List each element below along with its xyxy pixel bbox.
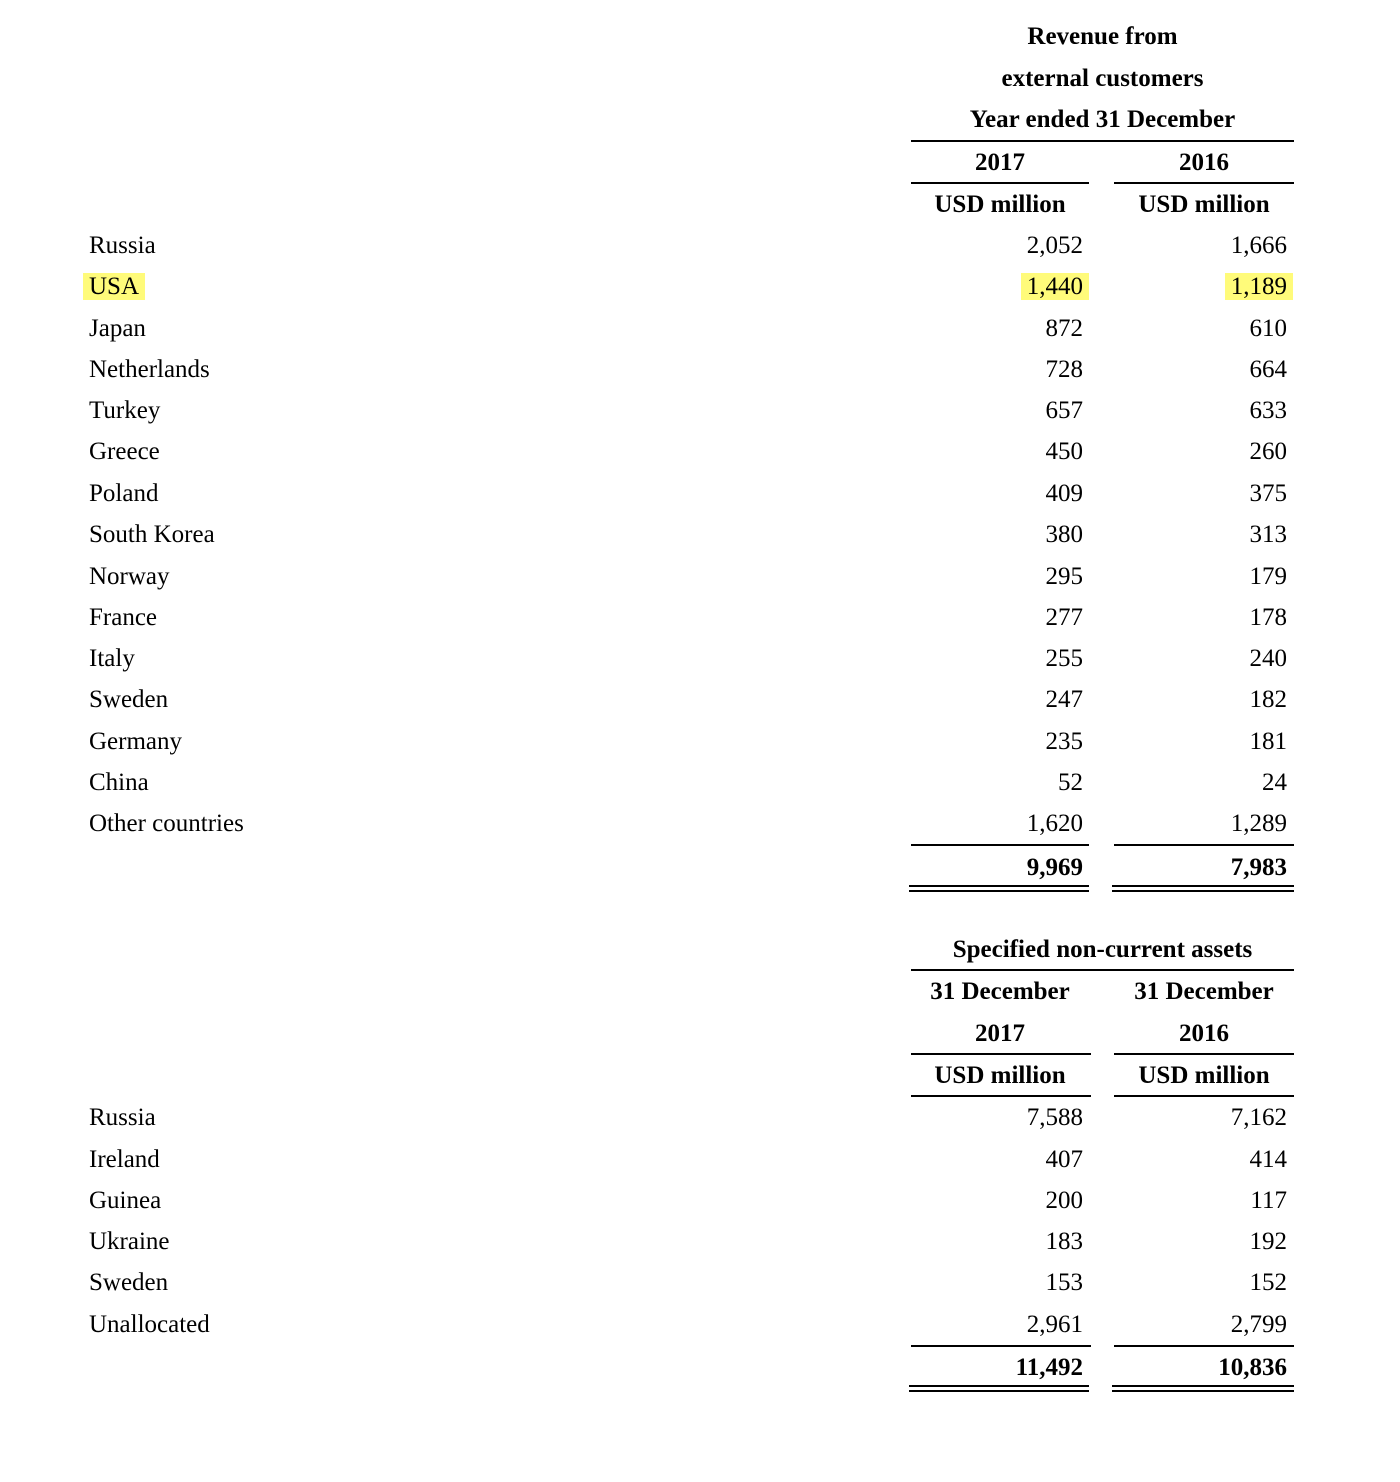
assets-row-2017: 7,588 — [1026, 1104, 1083, 1131]
revenue-row-label: Russia — [89, 232, 156, 259]
revenue-row-2016: 1,666 — [1230, 232, 1287, 259]
assets-row-2016: 2,799 — [1230, 1311, 1287, 1338]
revenue-row-2017: 1,620 — [1026, 810, 1083, 837]
revenue-row-2017: 277 — [1045, 604, 1083, 631]
revenue-subtotal-rule-2016 — [1114, 844, 1294, 846]
assets-row-2017: 2,961 — [1026, 1311, 1083, 1338]
revenue-row-2017: 872 — [1045, 315, 1083, 342]
revenue-header-line3: Year ended 31 December — [969, 106, 1236, 133]
assets-header-title: Specified non-current assets — [952, 936, 1253, 963]
assets-year-2017: 2017 — [975, 1020, 1025, 1047]
revenue-row-label: South Korea — [89, 521, 215, 548]
revenue-total-2016: 7,983 — [1230, 854, 1287, 881]
revenue-row-2016: 664 — [1249, 356, 1287, 383]
revenue-row-label: Turkey — [89, 397, 161, 424]
assets-row-label: Guinea — [89, 1187, 162, 1214]
revenue-row-2016: 24 — [1262, 769, 1287, 796]
assets-total-2017: 11,492 — [1015, 1354, 1083, 1381]
revenue-row-label: Japan — [89, 315, 146, 342]
assets-total-double-rule-2017 — [909, 1385, 1089, 1392]
assets-unit-2016: USD million — [1138, 1062, 1270, 1089]
assets-row-2017: 183 — [1045, 1228, 1083, 1255]
revenue-row-2017: 235 — [1045, 728, 1083, 755]
revenue-row-2016: 240 — [1249, 645, 1287, 672]
assets-date-2016: 31 December — [1134, 978, 1274, 1005]
assets-row-label: Russia — [89, 1104, 156, 1131]
revenue-row-label: Other countries — [89, 810, 244, 837]
revenue-row-2017: 52 — [1058, 769, 1083, 796]
revenue-subtotal-rule-2017 — [911, 844, 1089, 846]
revenue-total-double-rule-2016 — [1112, 885, 1294, 892]
revenue-row-2016: 179 — [1249, 563, 1287, 590]
revenue-row-2016: 178 — [1249, 604, 1287, 631]
revenue-row-2017: 247 — [1045, 686, 1083, 713]
revenue-row-2017: 450 — [1045, 438, 1083, 465]
revenue-row-label: Greece — [89, 438, 160, 465]
assets-row-2016: 7,162 — [1230, 1104, 1287, 1131]
revenue-year-2017: 2017 — [975, 149, 1025, 176]
revenue-year-2016: 2016 — [1179, 149, 1229, 176]
revenue-row-2017-highlighted: 1,440 — [911, 266, 1089, 308]
assets-year-2016: 2016 — [1179, 1020, 1229, 1047]
assets-row-2016: 117 — [1250, 1187, 1287, 1214]
assets-row-2017: 200 — [1045, 1187, 1083, 1214]
assets-row-2016: 414 — [1249, 1146, 1287, 1173]
assets-row-label: Ukraine — [89, 1228, 170, 1255]
revenue-row-2016-highlighted: 1,189 — [1115, 266, 1293, 308]
revenue-row-label-highlighted: USA — [83, 266, 145, 308]
assets-row-label: Unallocated — [89, 1311, 210, 1338]
revenue-row-2016: 375 — [1249, 480, 1287, 507]
assets-total-2016: 10,836 — [1218, 1354, 1287, 1381]
assets-row-2016: 152 — [1249, 1269, 1287, 1296]
assets-row-2016: 192 — [1249, 1228, 1287, 1255]
revenue-row-label: Sweden — [89, 686, 169, 713]
revenue-row-2016: 610 — [1249, 315, 1287, 342]
revenue-total-2017: 9,969 — [1026, 854, 1083, 881]
revenue-header-line1: Revenue from — [1027, 23, 1178, 50]
revenue-row-label: Netherlands — [89, 356, 210, 383]
revenue-row-2017: 409 — [1045, 480, 1083, 507]
revenue-row-2017: 295 — [1045, 563, 1083, 590]
revenue-row-2017: 255 — [1045, 645, 1083, 672]
revenue-total-double-rule-2017 — [909, 885, 1089, 892]
assets-total-double-rule-2016 — [1112, 1385, 1294, 1392]
revenue-row-label: China — [89, 769, 149, 796]
revenue-row-label: France — [89, 604, 158, 631]
revenue-row-2016: 633 — [1249, 397, 1287, 424]
assets-row-2017: 407 — [1045, 1146, 1083, 1173]
revenue-row-2016: 260 — [1249, 438, 1287, 465]
revenue-row-2017: 728 — [1045, 356, 1083, 383]
revenue-unit-2017: USD million — [934, 191, 1066, 218]
revenue-row-2017: 657 — [1045, 397, 1083, 424]
revenue-row-2017: 2,052 — [1026, 232, 1083, 259]
revenue-row-2016: 181 — [1249, 728, 1287, 755]
revenue-row-2017: 380 — [1045, 521, 1083, 548]
assets-unit-2017: USD million — [934, 1062, 1066, 1089]
assets-date-2017: 31 December — [930, 978, 1070, 1005]
revenue-row-label: Italy — [89, 645, 135, 672]
assets-row-label: Sweden — [89, 1269, 169, 1296]
assets-row-2017: 153 — [1045, 1269, 1083, 1296]
revenue-row-label: Germany — [89, 728, 183, 755]
assets-row-label: Ireland — [89, 1146, 160, 1173]
revenue-row-2016: 182 — [1249, 686, 1287, 713]
revenue-row-2016: 1,289 — [1230, 810, 1287, 837]
revenue-unit-2016: USD million — [1138, 191, 1270, 218]
revenue-header-line2: external customers — [1001, 65, 1204, 92]
revenue-row-label: Norway — [89, 563, 170, 590]
revenue-row-label: Poland — [89, 480, 159, 507]
revenue-row-2016: 313 — [1249, 521, 1287, 548]
